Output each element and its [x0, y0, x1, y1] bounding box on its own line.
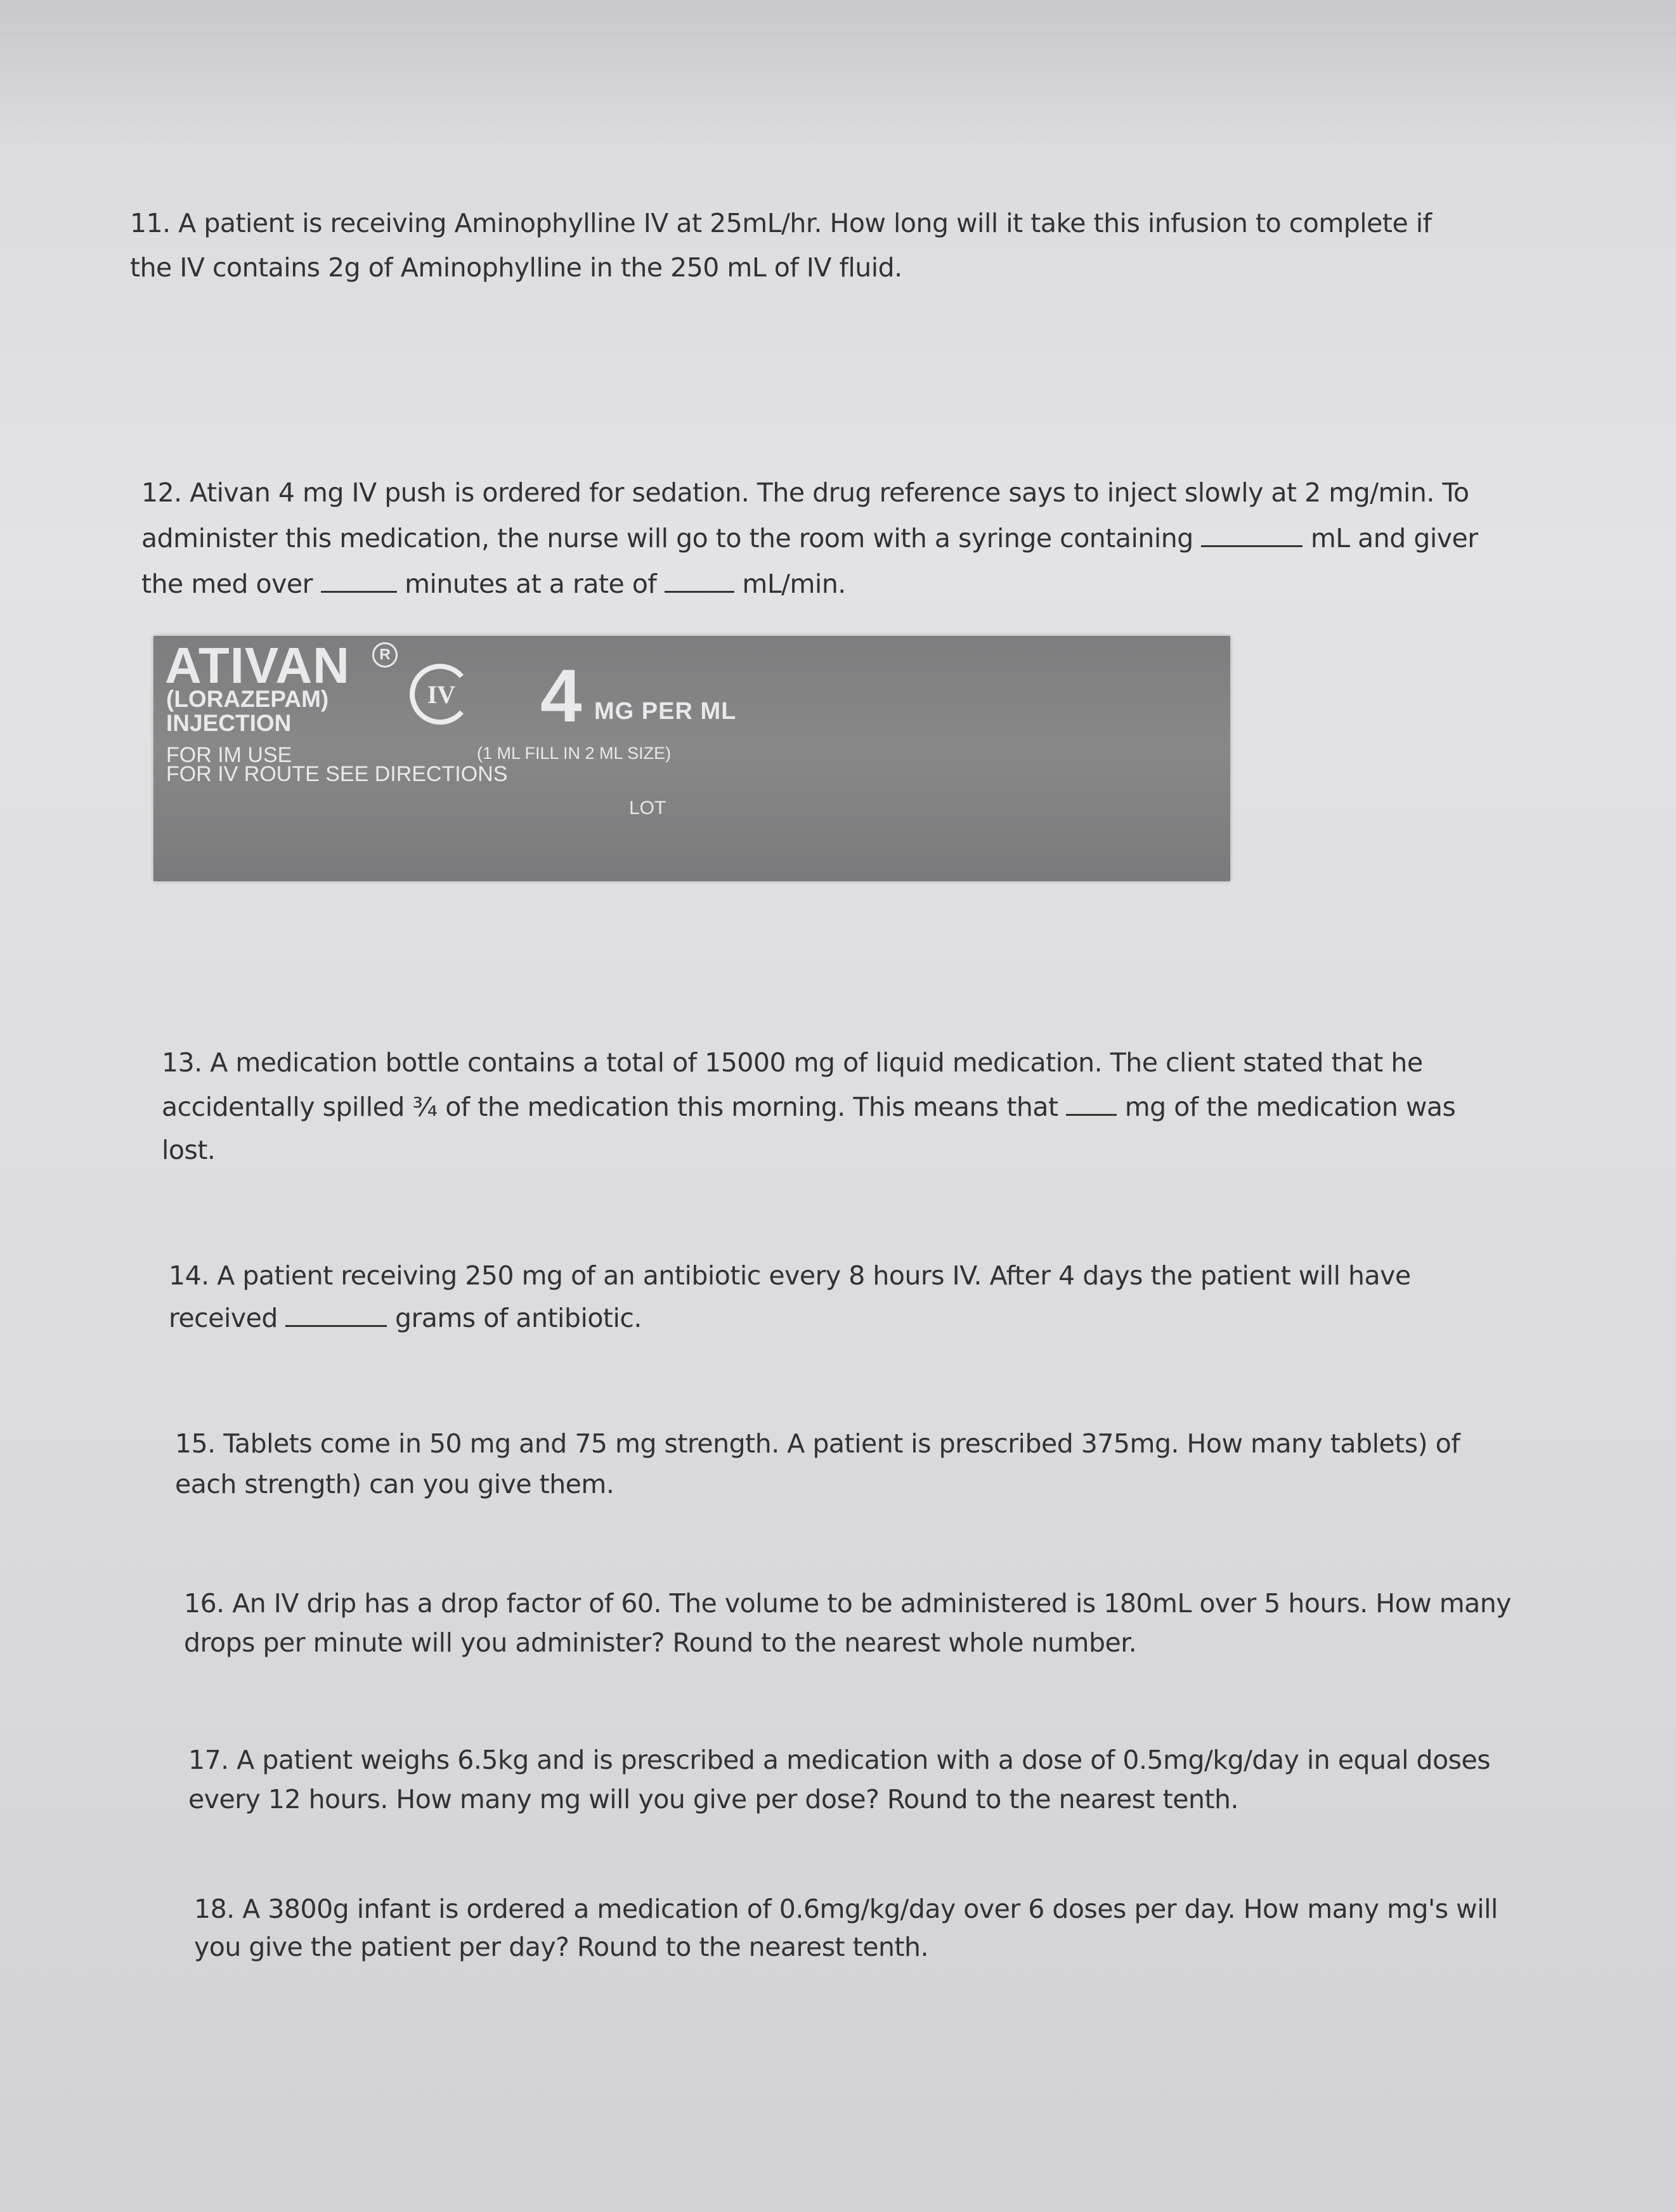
- question-15-line-1: 15. Tablets come in 50 mg and 75 mg strength. A patient is prescribed 375mg. How many tablets) of: [175, 1428, 1460, 1459]
- label-generic-name: (LORAZEPAM): [166, 686, 329, 712]
- question-12-line-3-middle: minutes at a rate of: [405, 569, 657, 599]
- question-12-line-3-start: the med over: [141, 569, 313, 599]
- question-12-line-3-end: mL/min.: [742, 569, 846, 599]
- question-13-line-2: [162, 1085, 1455, 1129]
- question-12-line-2: [141, 517, 1478, 560]
- question-16-line-1: 16. An IV drip has a drop factor of 60. The volume to be administered is 180mL over 5 hours. How many: [184, 1588, 1512, 1619]
- question-17-line-2: every 12 hours. How many mg will you give per dose? Round to the nearest tenth.: [188, 1784, 1239, 1814]
- answer-blank-mg-lost[interactable]: [1066, 1090, 1117, 1116]
- question-16-line-2: drops per minute will you administer? Round to the nearest whole number.: [184, 1627, 1137, 1658]
- question-13-line-2-end: mg of the medication was: [1124, 1092, 1456, 1122]
- question-12-line-2-end: mL and giver: [1310, 523, 1478, 553]
- question-13-line-2-start: accidentally spilled ¾ of the medication this morning. This means that: [162, 1092, 1058, 1122]
- label-brand-name: ATIVAN: [165, 637, 350, 694]
- answer-blank-grams[interactable]: [285, 1301, 387, 1327]
- question-15-line-2: each strength) can you give them.: [175, 1469, 614, 1499]
- question-12-line-3: [141, 562, 846, 605]
- label-strength: 4: [540, 654, 582, 738]
- question-17-line-1: 17. A patient weighs 6.5kg and is prescribed a medication with a dose of 0.5mg/kg/day in equal doses: [188, 1745, 1491, 1775]
- answer-blank-rate[interactable]: [665, 567, 734, 593]
- answer-blank-minutes[interactable]: [321, 567, 397, 593]
- question-14-line-2-end: grams of antibiotic.: [394, 1303, 642, 1333]
- question-14-line-1: 14. A patient receiving 250 mg of an antibiotic every 8 hours IV. After 4 days the patient will have: [169, 1260, 1411, 1291]
- registered-trademark-icon: R: [372, 642, 398, 668]
- schedule-number: IV: [427, 680, 456, 709]
- paper-fold-shadow: [0, 0, 1676, 146]
- question-14-line-2-start: received: [169, 1303, 278, 1333]
- question-13-line-3: lost.: [162, 1135, 216, 1165]
- controlled-substance-icon: [408, 661, 474, 727]
- question-18-line-2: you give the patient per day? Round to the nearest tenth.: [194, 1932, 929, 1962]
- question-12-line-1: 12. Ativan 4 mg IV push is ordered for sedation. The drug reference says to inject slowly at 2 mg/min. To: [141, 477, 1469, 508]
- label-dosage-form: INJECTION: [166, 710, 292, 736]
- label-strength-unit: MG PER ML: [594, 698, 737, 725]
- question-18-line-1: 18. A 3800g infant is ordered a medication of 0.6mg/kg/day over 6 doses per day. How many mg's will: [194, 1894, 1498, 1924]
- label-iv-route: FOR IV ROUTE SEE DIRECTIONS: [166, 762, 508, 786]
- question-11-line-2: the IV contains 2g of Aminophylline in the 250 mL of IV fluid.: [130, 252, 902, 283]
- label-lot: LOT: [629, 798, 666, 818]
- question-13-line-1: 13. A medication bottle contains a total of 15000 mg of liquid medication. The client stated that he: [162, 1047, 1423, 1078]
- label-im-route: FOR IM USE: [166, 743, 292, 767]
- question-14-line-2: [169, 1297, 642, 1340]
- question-12-line-2-start: administer this medication, the nurse will go to the room with a syringe containing: [141, 523, 1193, 553]
- ativan-drug-label: [153, 636, 1230, 881]
- answer-blank-ml[interactable]: [1201, 521, 1302, 547]
- label-fill-size: (1 ML FILL IN 2 ML SIZE): [477, 744, 672, 763]
- question-11-line-1: 11. A patient is receiving Aminophylline IV at 25mL/hr. How long will it take this infusion to complete if: [130, 208, 1432, 238]
